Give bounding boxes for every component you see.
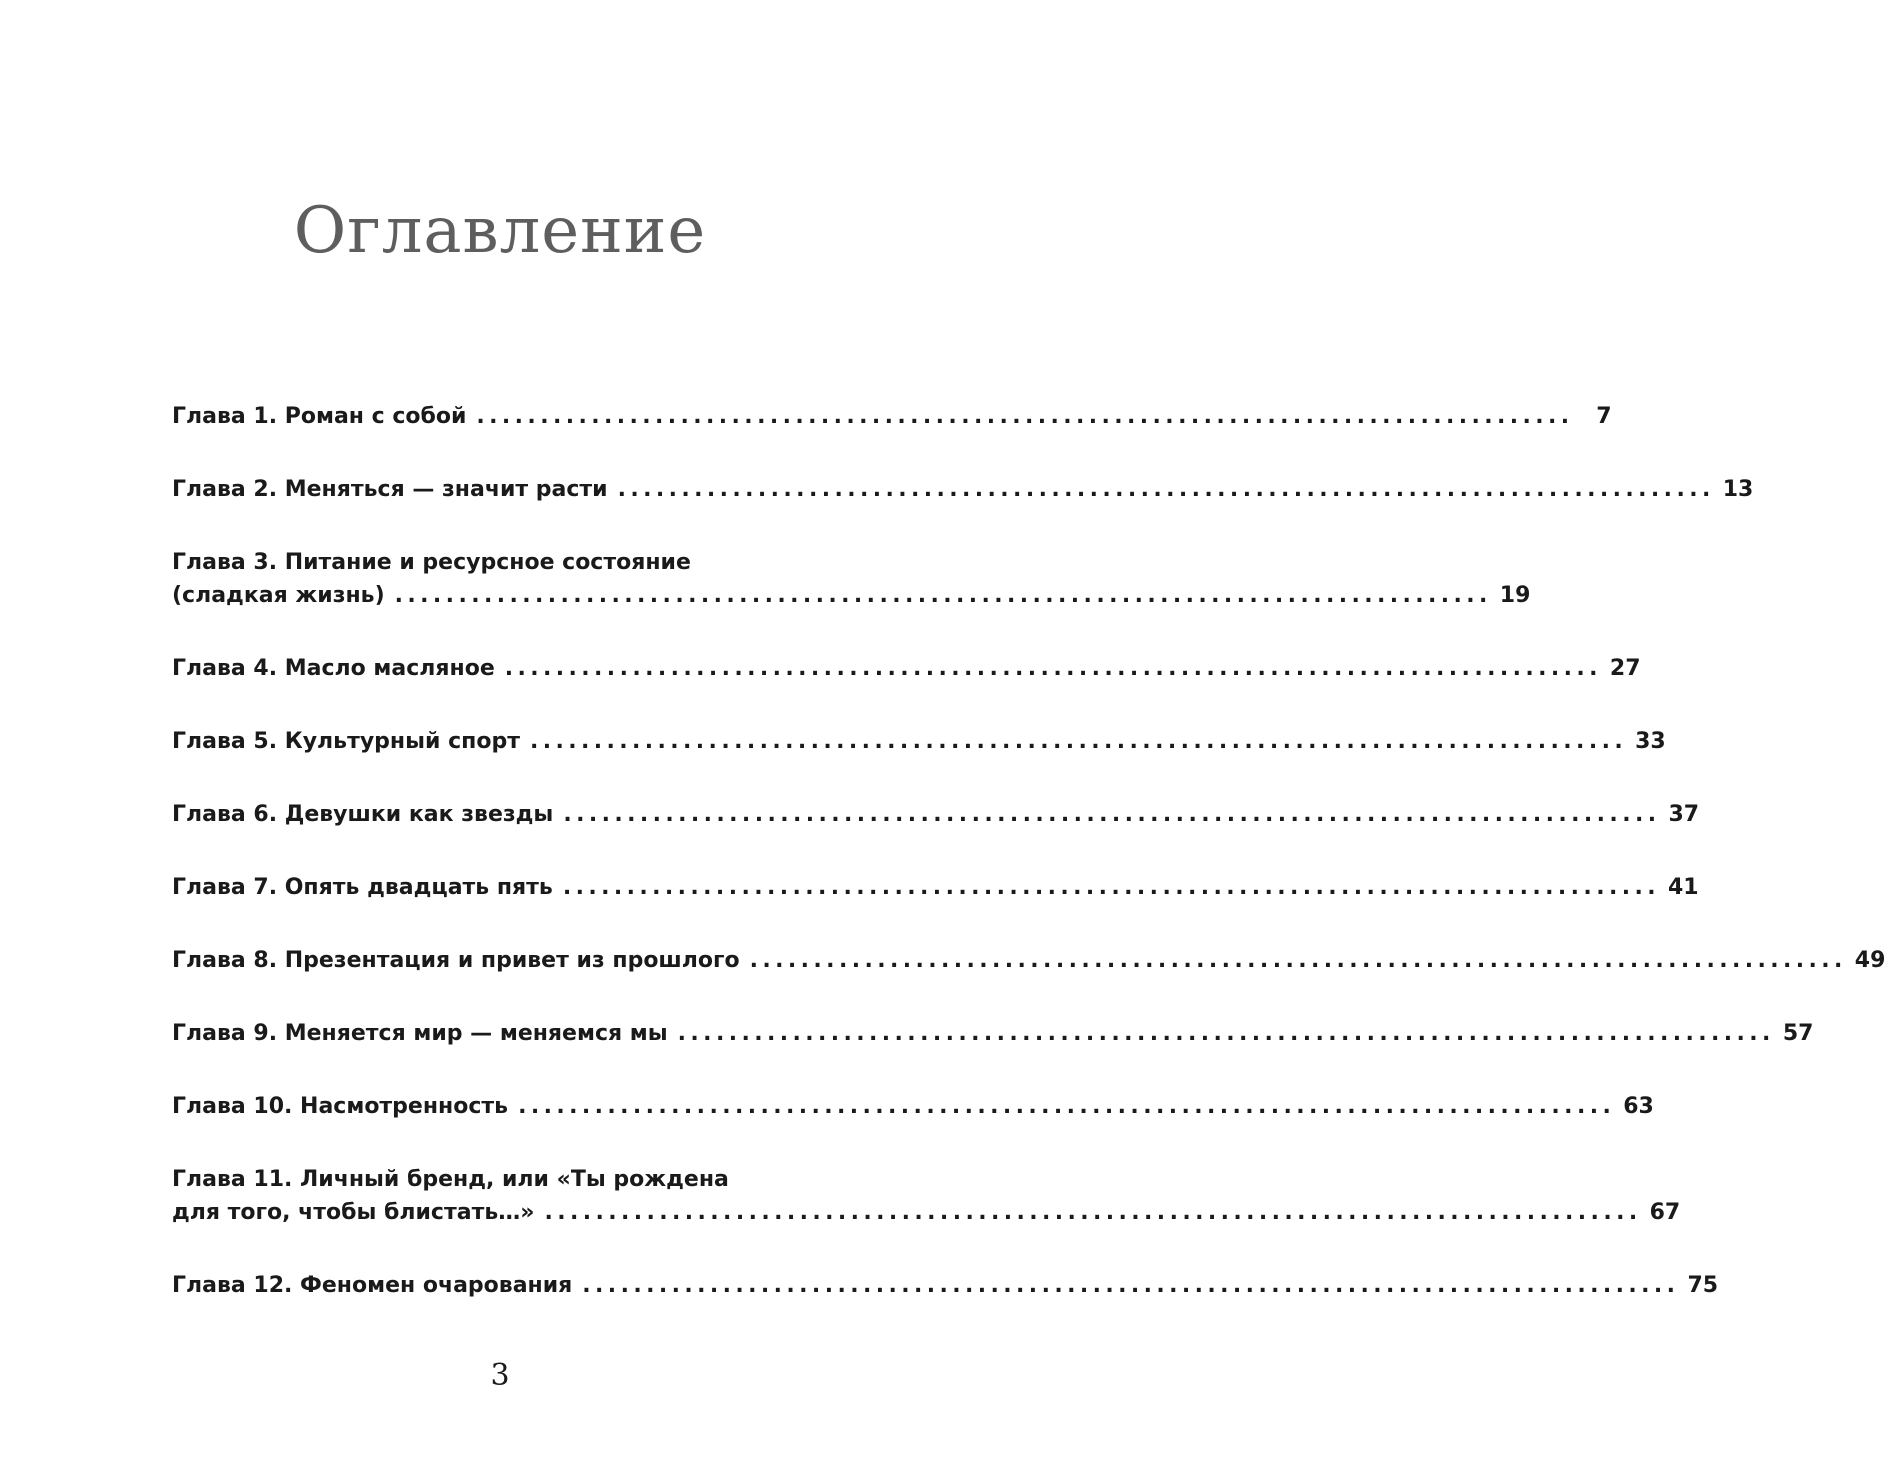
toc-entry-page: 19 [1499,583,1531,608]
page-title: Оглавление [293,193,707,268]
toc-entry-page: 75 [1687,1273,1719,1298]
toc-entry-title-line-2: (сладкая жизнь) [172,583,385,608]
toc-entry-10[interactable] [172,1090,1654,1123]
toc-entry-12[interactable] [172,1269,1719,1302]
toc-entry-page: 63 [1623,1094,1654,1119]
dot-leader: ...................................................................................... [394,583,1492,608]
toc-entry-page: 49 [1854,948,1885,973]
toc-entry-9[interactable] [172,1017,1814,1050]
toc-entry-title: Глава 4. Масло масляное [172,656,495,681]
toc-entry-page: 13 [1722,477,1754,502]
toc-entry-page: 27 [1609,656,1641,681]
toc-entry-page: 37 [1668,802,1700,827]
toc-entry-11[interactable] [172,1163,1681,1229]
toc-entry-page: 41 [1667,875,1699,900]
toc-entry-page: 7 [1596,404,1612,429]
toc-entry-title: Глава 9. Меняется мир — меняемся мы [172,1021,668,1046]
page-number: 3 [490,1358,510,1393]
toc-entry-title: Глава 1. Роман с собой [172,404,467,429]
toc-entry-6[interactable] [172,798,1700,831]
toc-entry-title: Глава 10. Насмотренность [172,1094,509,1119]
dot-leader: ...................................................................................... [563,802,1661,827]
toc-entry-4[interactable] [172,652,1641,685]
toc-entry-title: Глава 8. Презентация и привет из прошлого [172,948,740,973]
toc-entry-title: Глава 12. Феномен очарования [172,1273,573,1298]
dot-leader: ...................................................................................... [529,729,1628,754]
dot-leader: ...................................................................................... [582,1273,1680,1298]
toc-entry-title: Глава 5. Культурный спорт [172,729,520,754]
toc-entry-title: Глава 7. Опять двадцать пять [172,875,553,900]
toc-entry-8[interactable] [172,944,1885,977]
dot-leader: ...................................................................................... [476,404,1574,429]
dot-leader: ...................................................................................... [518,1094,1616,1119]
toc-entry-title: Глава 6. Девушки как звезды [172,802,554,827]
toc-entry-page: 33 [1635,729,1666,754]
toc-entry-title: Глава 2. Меняться — значит расти [172,477,608,502]
toc-entry-page: 67 [1649,1200,1681,1225]
toc-entry-title-line-1: Глава 3. Питание и ресурсное состояние [172,550,691,575]
toc-entry-2[interactable] [172,473,1754,506]
toc-entry-7[interactable] [172,871,1699,904]
toc-entry-title-line-1: Глава 11. Личный бренд, или «Ты рождена [172,1167,729,1192]
dot-leader: ...................................................................................... [749,948,1847,973]
toc-entry-3[interactable] [172,546,1531,612]
toc-entry-5[interactable] [172,725,1666,758]
dot-leader: ...................................................................................... [544,1200,1642,1225]
dot-leader: ...................................................................................... [562,875,1660,900]
toc-entry-title-line-2: для того, чтобы блистать…» [172,1200,535,1225]
dot-leader: ...................................................................................... [677,1021,1775,1046]
toc-entry-1[interactable] [172,400,1612,433]
dot-leader: ...................................................................................... [617,477,1715,502]
dot-leader: ...................................................................................... [504,656,1602,681]
toc-entry-page: 57 [1782,1021,1814,1046]
